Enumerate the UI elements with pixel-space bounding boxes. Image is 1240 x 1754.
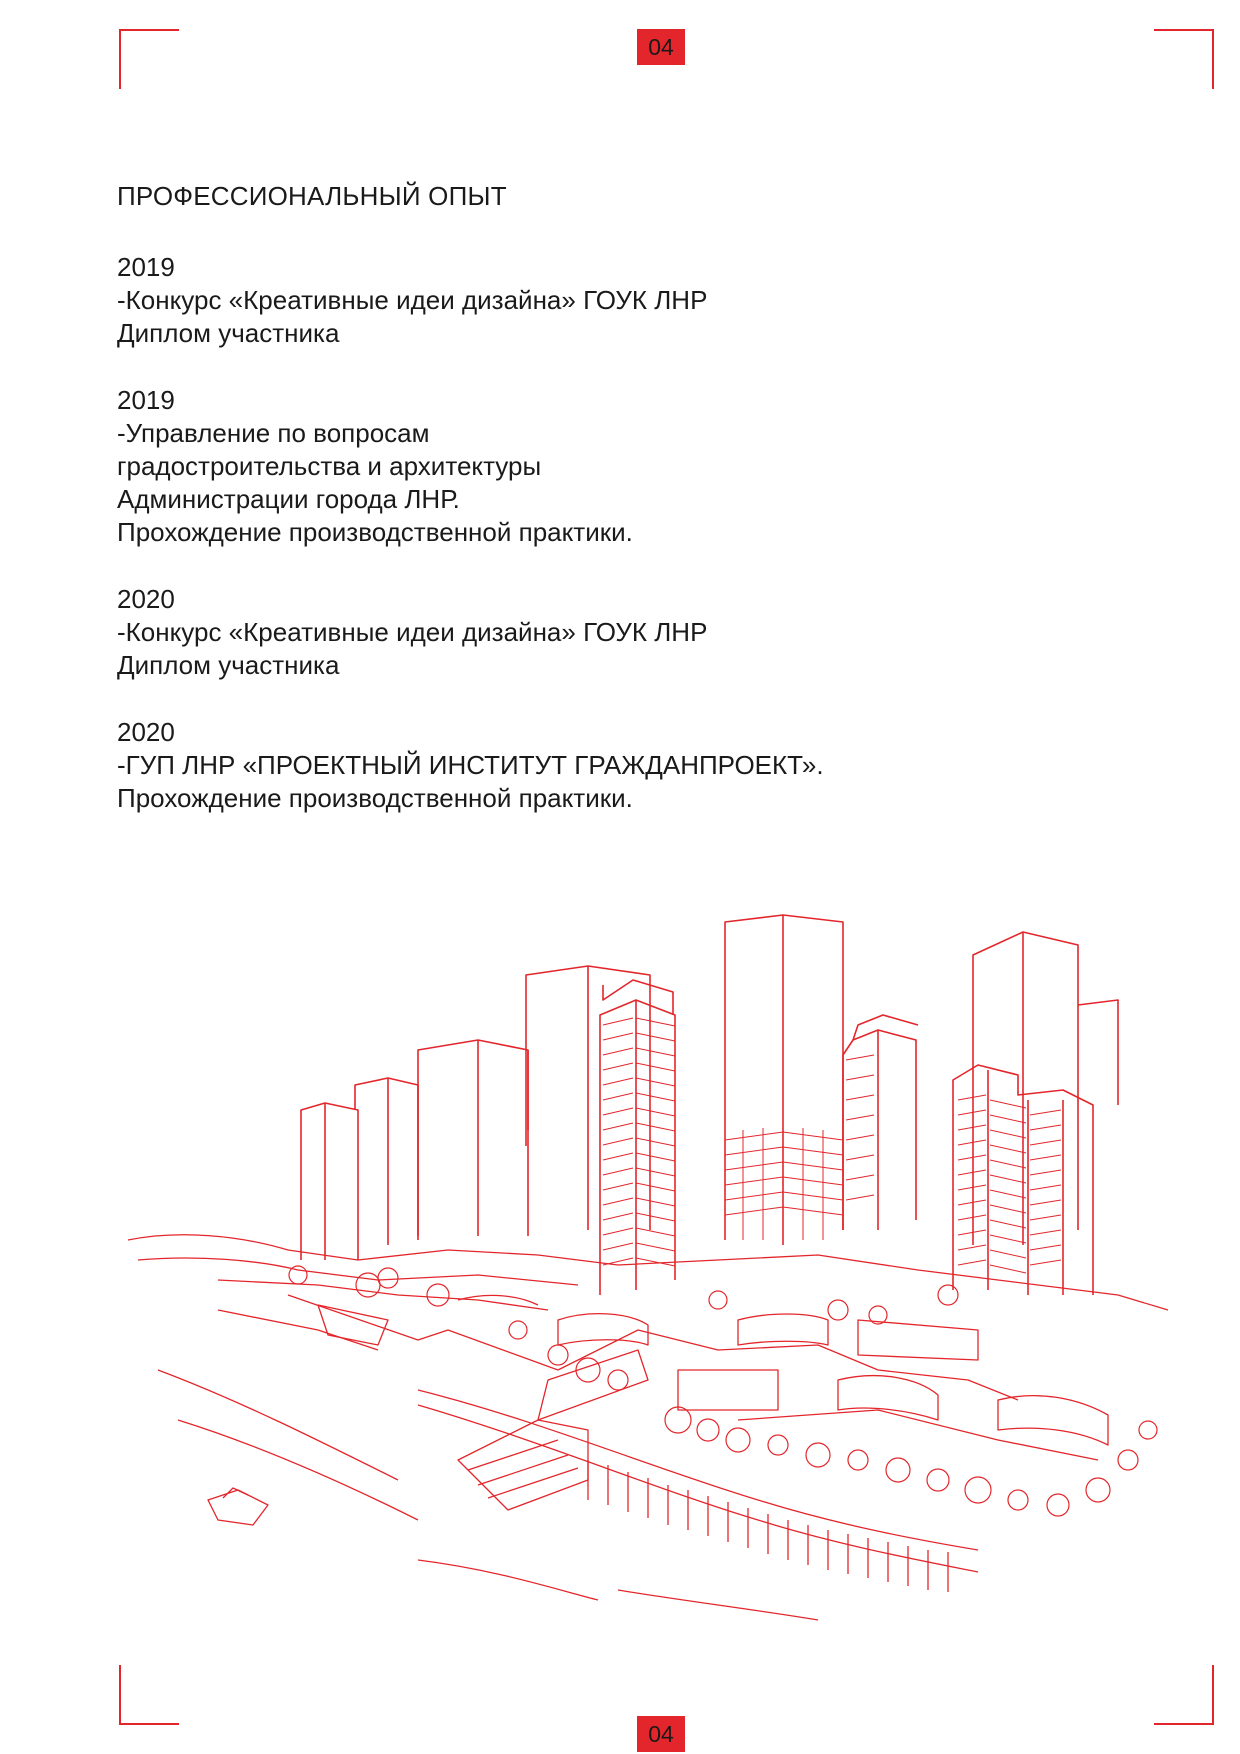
corner-mark-top-right <box>1154 29 1214 89</box>
experience-entry <box>117 716 1117 815</box>
entry-line: Администрации города ЛНР. <box>117 484 460 514</box>
section-title: ПРОФЕССИОНАЛЬНЫЙ ОПЫТ <box>117 181 507 211</box>
experience-entry <box>117 384 1117 549</box>
entry-line: -Конкурс «Креативные идеи дизайна» ГОУК ЛНР <box>117 285 708 315</box>
entry-line: -ГУП ЛНР «ПРОЕКТНЫЙ ИНСТИТУТ ГРАЖДАНПРОЕКТ». <box>117 750 824 780</box>
entry-year: 2020 <box>117 584 175 614</box>
tower-floor-lines <box>603 1018 1061 1273</box>
city-skyline-sketch <box>118 900 1178 1690</box>
podium-and-waterfront <box>128 1235 1168 1620</box>
trees <box>289 1266 1157 1516</box>
experience-entry <box>117 583 1117 682</box>
entry-line: градостроительства и архитектуры <box>117 451 542 481</box>
entry-year: 2020 <box>117 717 175 747</box>
tower-outlines <box>301 915 1118 1295</box>
page-number-bottom: 04 <box>637 1716 685 1752</box>
entry-year: 2019 <box>117 385 175 415</box>
entry-line: Прохождение производственной практики. <box>117 517 633 547</box>
page-number-top: 04 <box>637 29 685 65</box>
experience-section <box>117 180 1117 849</box>
entry-line: -Управление по вопросам <box>117 418 430 448</box>
entry-line: Диплом участника <box>117 318 340 348</box>
entry-line: Прохождение производственной практики. <box>117 783 633 813</box>
entry-line: Диплом участника <box>117 650 340 680</box>
experience-entry <box>117 251 1117 350</box>
entry-line: -Конкурс «Креативные идеи дизайна» ГОУК ЛНР <box>117 617 708 647</box>
entry-year: 2019 <box>117 252 175 282</box>
corner-mark-top-left <box>119 29 179 89</box>
